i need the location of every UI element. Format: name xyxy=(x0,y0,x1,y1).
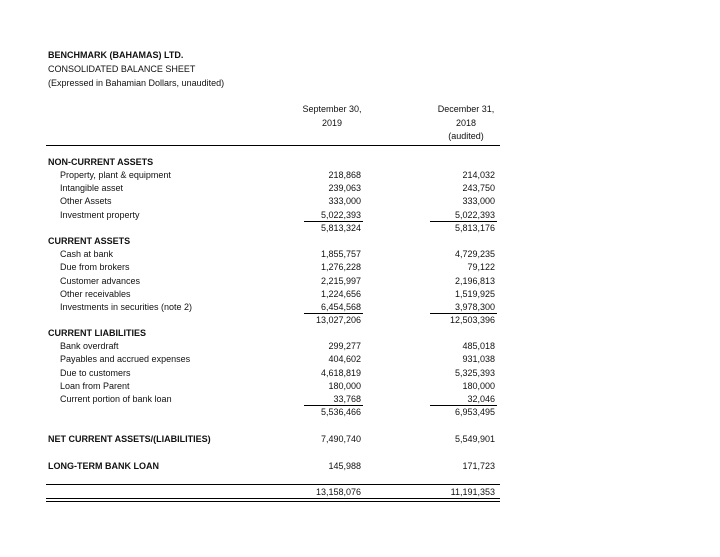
value-2018: 32,046 xyxy=(467,394,495,404)
value-2019: 239,063 xyxy=(328,183,361,193)
section-heading-current-assets: CURRENT ASSETS xyxy=(48,236,131,246)
row-label: Due from brokers xyxy=(60,262,130,272)
row-label: Due to customers xyxy=(60,368,131,378)
value-2019: 404,602 xyxy=(328,354,361,364)
value-2019: 4,618,819 xyxy=(320,368,361,378)
value-2019: 145,988 xyxy=(328,461,361,471)
value-2019: 1,276,228 xyxy=(320,262,361,272)
row-label: Current portion of bank loan xyxy=(60,394,172,404)
subtotal-2019: 13,027,206 xyxy=(315,315,361,325)
value-2018: 180,000 xyxy=(462,381,495,391)
row-label: LONG-TERM BANK LOAN xyxy=(48,461,159,471)
value-2018: 171,723 xyxy=(462,461,495,471)
value-2018: 5,549,901 xyxy=(454,434,495,444)
row-label: Other receivables xyxy=(60,289,131,299)
total-double-rule xyxy=(46,498,500,502)
value-2018: 1,519,925 xyxy=(454,289,495,299)
row-label: Property, plant & equipment xyxy=(60,170,171,180)
company-name: BENCHMARK (BAHAMAS) LTD. xyxy=(48,50,184,60)
subtotal-2018: 5,813,176 xyxy=(454,223,495,233)
row-label: Intangible asset xyxy=(60,183,124,193)
value-2018: 333,000 xyxy=(462,196,495,206)
subtotal-rule xyxy=(304,405,363,406)
value-2019: 180,000 xyxy=(328,381,361,391)
subtotal-rule xyxy=(430,313,497,314)
header-rule xyxy=(46,145,500,146)
col1-header-line1: September 30, xyxy=(302,104,362,114)
row-label: Investments in securities (note 2) xyxy=(60,302,193,312)
value-2019: 218,868 xyxy=(328,170,361,180)
row-label: NET CURRENT ASSETS/(LIABILITIES) xyxy=(48,434,211,444)
subtotal-2018: 6,953,495 xyxy=(454,407,495,417)
section-heading-current-liabilities: CURRENT LIABILITIES xyxy=(48,328,146,338)
value-2019: 333,000 xyxy=(328,196,361,206)
value-2019: 33,768 xyxy=(333,394,361,404)
grand-total-2018: 11,191,353 xyxy=(450,487,495,497)
value-2019: 1,224,656 xyxy=(320,289,361,299)
subtotal-rule xyxy=(304,221,363,222)
grand-total-2019: 13,158,076 xyxy=(315,487,361,497)
subtotal-2018: 12,503,396 xyxy=(449,315,495,325)
subtotal-rule xyxy=(430,221,497,222)
value-2018: 4,729,235 xyxy=(454,249,495,259)
row-label: Cash at bank xyxy=(60,249,114,259)
value-2019: 2,215,997 xyxy=(320,276,361,286)
value-2018: 2,196,813 xyxy=(454,276,495,286)
row-label: Loan from Parent xyxy=(60,381,130,391)
total-rule-top xyxy=(46,484,500,485)
value-2018: 485,018 xyxy=(462,341,495,351)
subtotal-rule xyxy=(430,405,497,406)
value-2018: 5,325,393 xyxy=(454,368,495,378)
subtotal-2019: 5,536,466 xyxy=(320,407,361,417)
statement-note: (Expressed in Bahamian Dollars, unaudited) xyxy=(48,78,225,88)
subtotal-2019: 5,813,324 xyxy=(320,223,361,233)
row-label: Payables and accrued expenses xyxy=(60,354,191,364)
col2-header-line1: December 31, xyxy=(437,104,495,114)
subtotal-rule xyxy=(304,313,363,314)
value-2018: 214,032 xyxy=(462,170,495,180)
row-label: Bank overdraft xyxy=(60,341,119,351)
row-label: Other Assets xyxy=(60,196,112,206)
value-2019: 1,855,757 xyxy=(320,249,361,259)
value-2018: 931,038 xyxy=(462,354,495,364)
row-label: Customer advances xyxy=(60,276,141,286)
value-2019: 299,277 xyxy=(328,341,361,351)
value-2019: 6,454,568 xyxy=(320,302,361,312)
section-heading-non-current-assets: NON-CURRENT ASSETS xyxy=(48,157,154,167)
statement-title: CONSOLIDATED BALANCE SHEET xyxy=(48,64,196,74)
col2-header-line3: (audited) xyxy=(448,131,484,141)
value-2018: 243,750 xyxy=(462,183,495,193)
value-2019: 7,490,740 xyxy=(320,434,361,444)
row-label: Investment property xyxy=(60,210,140,220)
value-2018: 3,978,300 xyxy=(454,302,495,312)
col2-header-line2: 2018 xyxy=(455,118,477,128)
value-2018: 5,022,393 xyxy=(454,210,495,220)
col1-header-line2: 2019 xyxy=(321,118,343,128)
value-2019: 5,022,393 xyxy=(320,210,361,220)
value-2018: 79,122 xyxy=(467,262,495,272)
